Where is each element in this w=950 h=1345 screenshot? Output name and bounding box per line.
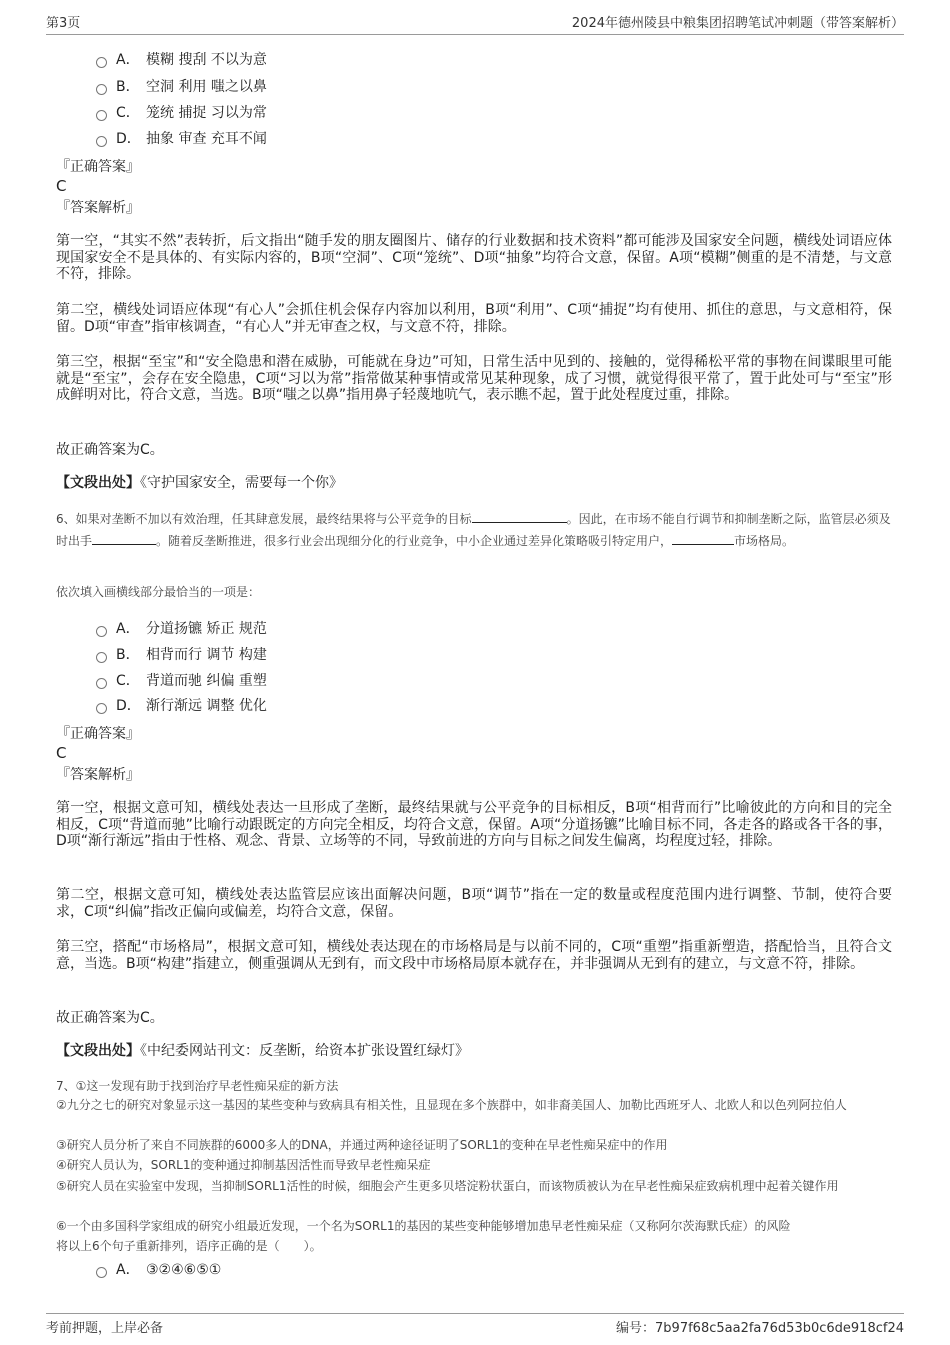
- q5-option-d[interactable]: D． 抽象 审查 充耳不闻: [96, 129, 267, 149]
- q5-analysis-label: 『答案解析』: [56, 200, 140, 216]
- radio-icon[interactable]: [96, 57, 107, 68]
- q5-option-c[interactable]: C． 笼统 捕捉 习以为常: [96, 103, 267, 123]
- q6-analysis-label: 『答案解析』: [56, 767, 140, 783]
- q5-option-a[interactable]: A． 模糊 搜刮 不以为意: [96, 50, 267, 70]
- document-title: 2024年德州陵县中粮集团招聘笔试冲刺题（带答案解析）: [571, 16, 904, 31]
- q7-option-a[interactable]: A． ③②④⑥⑤①: [96, 1260, 221, 1280]
- q6-blank-3: [672, 531, 734, 545]
- footer-slogan: 考前押题，上岸必备: [46, 1321, 164, 1336]
- document-id: 编号：7b97f68c5aa2fa76d53b0c6de918cf24: [616, 1321, 904, 1336]
- q7-line-1: 7、①这一发现有助于找到治疗早老性痴呆症的新方法: [56, 1079, 339, 1093]
- q6-blank-1: [472, 509, 567, 523]
- page-header: [46, 12, 904, 35]
- q7-line-4: ④研究人员认为，SORL1的变种通过抑制基因活性而导致早老性痴呆症: [56, 1158, 431, 1172]
- radio-icon[interactable]: [96, 626, 107, 637]
- radio-icon[interactable]: [96, 678, 107, 689]
- q6-analysis-paragraph-3: 第三空，搭配“市场格局”，根据文意可知，横线处表达现在的市场格局是与以前不同的，C项“重塑”指重新塑造，搭配恰当，且符合文意，当选。B项“构建”指建立，侧重强调从无到有，而文段中市场格局原本就存在，并非强调从无到有的建立，与文意不符，排除。: [56, 939, 892, 972]
- q6-source-label: 【文段出处】: [56, 1043, 140, 1059]
- radio-icon[interactable]: [96, 1267, 107, 1278]
- q5-analysis-paragraph-3: 第三空，根据“至宝”和“安全隐患和潜在威胁，可能就在身边”可知，日常生活中见到的、接触的，觉得稀松平常的事物在间谍眼里可能就是“至宝”，会存在安全隐患，C项“习以为常”指常做某种事情或常见某种现象，成了习惯，就觉得很平常了，置于此处可与“至宝”形成鲜明对比，符合文意，当选。B项“嗤之以鼻”指用鼻子轻蔑地吭气，表示瞧不起，置于此处程度过重，排除。: [56, 354, 892, 403]
- q5-analysis-paragraph-2: 第二空，横线处词语应体现“有心人”会抓住机会保存内容加以利用，B项“利用”、C项“捕捉”均有使用、抓住的意思，与文意相符，保留。D项“审查”指审核调查，“有心人”并无审查之权，与文意不符，排除。: [56, 302, 892, 335]
- q5-analysis-paragraph-1: 第一空，“其实不然”表转折，后文指出“随手发的朋友圈图片、储存的行业数据和技术资料”都可能涉及国家安全问题，横线处词语应体现国家安全不是具体的、有实际内容的，B项“空洞”、C项“笼统”、D项“抽象”均符合文意，保留。A项“模糊”侧重的是不清楚，与文意不符，排除。: [56, 233, 892, 282]
- radio-icon[interactable]: [96, 652, 107, 663]
- q7-line-5: ⑤研究人员在实验室中发现，当抑制SORL1活性的时候，细胞会产生更多贝塔淀粉状蛋白，而该物质被认为在早老性痴呆症致病机理中起着关键作用: [56, 1179, 839, 1193]
- radio-icon[interactable]: [96, 703, 107, 714]
- page-footer: [46, 1313, 904, 1336]
- q7-line-6: ⑥一个由多国科学家组成的研究小组最近发现，一个名为SORL1的基因的某些变种能够增加患早老性痴呆症（又称阿尔茨海默氏症）的风险: [56, 1219, 791, 1233]
- q5-conclusion: 故正确答案为C。: [56, 442, 164, 458]
- q7-line-3: ③研究人员分析了来自不同族群的6000多人的DNA，并通过两种途径证明了SORL1的变种在早老性痴呆症中的作用: [56, 1138, 668, 1152]
- q6-source: [56, 1041, 469, 1061]
- q6-stem: 6、如果对垄断不加以有效治理，任其肆意发展，最终结果将与公平竞争的目标 。因此，在市场不能自行调节和抑制垄断之际，监管层必须及时出手 。随着反垄断推进，很多行业会出现细分化的行业竞争，中小企业通过差异化策略吸引特定用户， 市场格局。: [56, 508, 892, 552]
- q5-answer-label: 『正确答案』: [56, 159, 140, 175]
- q6-prompt: 依次填入画横线部分最恰当的一项是：: [56, 585, 261, 599]
- q6-option-c[interactable]: C． 背道而驰 纠偏 重塑: [96, 671, 267, 691]
- q5-source-title: 《守护国家安全，需要每一个你》: [140, 475, 343, 491]
- radio-icon[interactable]: [96, 84, 107, 95]
- q5-option-b[interactable]: B． 空洞 利用 嗤之以鼻: [96, 77, 267, 97]
- q6-blank-2: [92, 531, 156, 545]
- q6-option-b[interactable]: B． 相背而行 调节 构建: [96, 645, 267, 665]
- q6-option-a[interactable]: A． 分道扬镳 矫正 规范: [96, 619, 267, 639]
- q7-line-2: ②九分之七的研究对象显示这一基因的某些变种与致病具有相关性，且显现在多个族群中，如非裔美国人、加勒比西班牙人、北欧人和以色列阿拉伯人: [56, 1098, 847, 1112]
- q5-answer-value: C: [56, 177, 67, 195]
- q6-option-d[interactable]: D． 渐行渐远 调整 优化: [96, 696, 267, 716]
- q6-analysis-paragraph-2: 第二空，根据文意可知，横线处表达监管层应该出面解决问题，B项“调节”指在一定的数量或程度范围内进行调整、节制，使符合要求，C项“纠偏”指改正偏向或偏差，均符合文意，保留。: [56, 887, 892, 920]
- page-number: 第3页: [46, 16, 81, 31]
- q6-source-title: 《中纪委网站刊文：反垄断，给资本扩张设置红绿灯》: [140, 1043, 469, 1059]
- radio-icon[interactable]: [96, 136, 107, 147]
- q7-prompt: 将以上6个句子重新排列，语序正确的是（ ）。: [56, 1239, 322, 1253]
- q5-source: [56, 473, 343, 493]
- q6-answer-value: C: [56, 744, 67, 762]
- q5-source-label: 【文段出处】: [56, 475, 140, 491]
- radio-icon[interactable]: [96, 110, 107, 121]
- q6-answer-label: 『正确答案』: [56, 726, 140, 742]
- q6-analysis-paragraph-1: 第一空，根据文意可知，横线处表达一旦形成了垄断，最终结果就与公平竞争的目标相反，B项“相背而行”比喻彼此的方向和目的完全相反，C项“背道而驰”比喻行动跟既定的方向完全相反，均符合文意，保留。A项“分道扬镳”比喻目标不同，各走各的路或各干各的事，D项“渐行渐远”指由于性格、观念、背景、立场等的不同，导致前进的方向与目标之间发生偏离，均程度过轻，排除。: [56, 800, 892, 849]
- q6-conclusion: 故正确答案为C。: [56, 1010, 164, 1026]
